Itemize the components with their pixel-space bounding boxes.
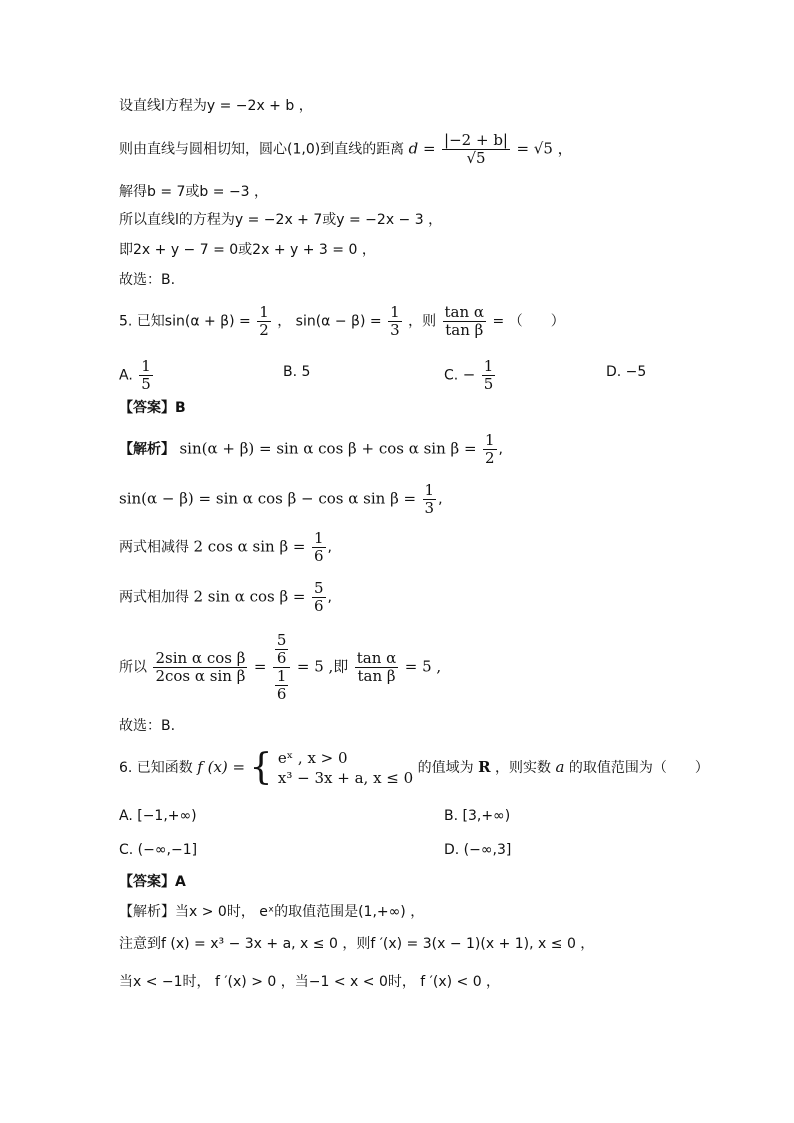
q5-frac-2 (388, 304, 402, 339)
q5-option-b: B. 5 (283, 364, 311, 380)
case-1: eˣ , x > 0 (277, 749, 348, 767)
q6-option-b: B. [3,+∞) (444, 808, 511, 824)
line-5: 即2x + y − 7 = 0或2x + y + 3 = 0 ， (119, 242, 376, 258)
stem-a: 6. 已知函数 (119, 760, 193, 776)
label: C. (444, 367, 459, 384)
q6-solution-1: 【解析】当x > 0时， eˣ的取值范围是(1,+∞) ， (119, 904, 425, 920)
q5-option-d: D. −5 (606, 364, 647, 380)
den: 2cos α sin β (155, 667, 246, 685)
q6-solution-2: 注意到f (x) = x³ − 3x + a, x ≤ 0 ，则f ′(x) = 3(x − 1)(x + 1), x ≤ 0 ， (119, 936, 595, 952)
num: 1 (141, 357, 151, 375)
den: 5 (483, 375, 494, 393)
num: tan α (356, 649, 397, 667)
expr: 2 cos α sin β = (193, 537, 306, 556)
line-6: 故选：B. (119, 272, 176, 288)
expr: sin(α + β) = sin α cos β + cos α sin β = (179, 439, 477, 458)
line-2-prefix: 则由直线与圆相切知，圆心(1,0)到直线的距离 (119, 141, 405, 158)
frac (482, 358, 496, 393)
frac (312, 580, 326, 615)
q5-choose: 故选：B. (119, 718, 176, 734)
num: 2sin α cos β (155, 649, 246, 667)
distance-d: d = (408, 139, 436, 158)
end: , (498, 441, 503, 458)
den: 2 (259, 321, 269, 339)
label: 【解析】 (119, 441, 175, 458)
q6-option-a: A. [−1,+∞) (119, 808, 197, 824)
line-3: 解得b = 7或b = −3 ， (119, 184, 269, 200)
frac (312, 530, 326, 565)
q5-solution-2 (119, 482, 443, 517)
line-4: 所以直线l的方程为y = −2x + 7或y = −2x − 3 ， (119, 212, 443, 228)
num: 1 (424, 481, 435, 499)
q6-solution-3: 当x < −1时， f ′(x) > 0 ，当−1 < x < 0时， f ′(x) < 0 ， (119, 974, 501, 990)
fraction-numerator: |−2 + b| (444, 131, 508, 149)
den: tan β (445, 321, 484, 339)
q5-stem-a: 5. 已知sin(α + β) = (119, 313, 251, 330)
line-1: 设直线l方程为y = −2x + b ， (119, 98, 313, 114)
end: = 5 , (404, 657, 442, 676)
stem-b: 的值域为 (417, 760, 474, 776)
den: 5 (141, 375, 151, 393)
mid: = 5 ,即 (296, 657, 349, 676)
text: 两式相加得 (119, 589, 189, 606)
q6-stem (119, 748, 709, 788)
q6-answer: 【答案】A (119, 874, 186, 890)
frac (423, 482, 437, 517)
num: 1 (390, 303, 400, 321)
q5-stem-c: ，则 (408, 313, 437, 330)
case-2: x³ − 3x + a, x ≤ 0 (277, 769, 414, 787)
den: 6 (276, 685, 287, 703)
q5-frac-3 (443, 304, 487, 339)
num: 5 (276, 631, 287, 649)
q5-solution-3 (119, 530, 332, 565)
num: 5 (313, 579, 324, 597)
end: , (327, 539, 332, 556)
q5-stem (119, 304, 565, 339)
den: 6 (313, 597, 324, 615)
num: 1 (259, 303, 269, 321)
stem-c: ，则实数 (495, 760, 552, 776)
compound-numerator (273, 632, 291, 668)
q5-option-a (119, 358, 155, 393)
q6-option-c: C. (−∞,−1] (119, 842, 198, 858)
num: 1 (276, 667, 287, 685)
eq: = (253, 657, 267, 676)
fraction-denominator: √5 (466, 149, 486, 167)
label: A. (119, 367, 133, 384)
var-a: a (555, 758, 565, 776)
end: , (327, 589, 332, 606)
expr: 2 sin α cos β = (193, 587, 306, 606)
fx: f (x) = (197, 758, 246, 776)
piecewise-cases (278, 748, 413, 788)
q5-solution-1 (119, 432, 503, 467)
q5-solution-5 (119, 632, 441, 703)
left-brace: { (249, 747, 273, 788)
num: 1 (483, 357, 494, 375)
end: , (438, 491, 443, 508)
den: tan β (357, 667, 396, 685)
den: 2 (485, 449, 495, 467)
distance-fraction (442, 132, 510, 167)
q6-option-d: D. (−∞,3] (444, 842, 512, 858)
num: 1 (485, 431, 495, 449)
compound-denominator (273, 668, 291, 703)
stem-d: 的取值范围为（ ） (568, 760, 709, 776)
den: 3 (390, 321, 400, 339)
den: 6 (276, 649, 287, 667)
q5-option-c (444, 358, 497, 393)
inner (275, 632, 289, 667)
text: 所以 (119, 659, 147, 676)
den: 3 (424, 499, 435, 517)
distance-rhs: = √5 ， (516, 139, 573, 158)
den: 6 (313, 547, 324, 565)
inner (275, 668, 289, 703)
frac (483, 432, 497, 467)
q5-solution-4 (119, 580, 332, 615)
num: tan α (444, 303, 485, 321)
expr: sin(α − β) = sin α cos β − cos α sin β = (119, 489, 417, 508)
num: 1 (313, 529, 324, 547)
q5-stem-b: ， sin(α − β) = (277, 313, 382, 330)
frac-tan (355, 650, 399, 685)
frac (139, 358, 153, 393)
q5-answer: 【答案】B (119, 400, 186, 416)
sign: − (462, 365, 476, 384)
real-set: R (478, 758, 491, 776)
compound-fraction (273, 632, 291, 703)
q5-frac-1 (257, 304, 271, 339)
line-2 (119, 132, 573, 167)
q5-stem-d: = （ ） (492, 313, 565, 330)
frac (153, 650, 247, 685)
text: 两式相减得 (119, 539, 189, 556)
